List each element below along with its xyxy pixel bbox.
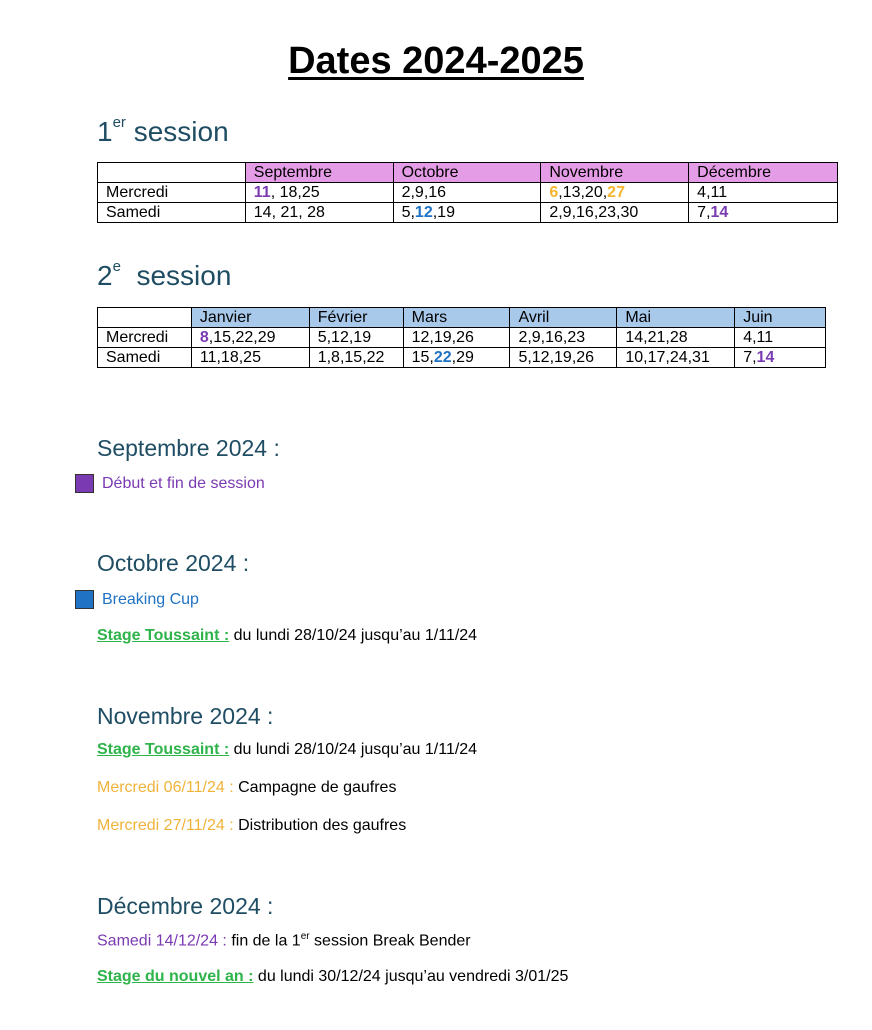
session2-heading-text: session [120,260,232,291]
dates-text: 15, [411,349,434,366]
month-header-octobre: Octobre [393,163,541,183]
month-header-mai: Mai [617,308,735,328]
stage-text: du lundi 28/10/24 jusqu’au 1/11/24 [229,741,478,758]
month-header-decembre: Décembre [689,163,838,183]
waffle-date: 27 [607,184,625,201]
legend-label: Breaking Cup [102,590,199,608]
session2-heading-sup: e [112,257,121,275]
blue-square-icon [75,590,94,609]
october-stage-line [97,627,477,645]
session1-heading-num: 1 [97,116,113,147]
stage-text: du lundi 28/10/24 jusqu’au 1/11/24 [229,627,478,644]
session1-corner-cell [98,163,246,183]
december-heading: Décembre 2024 : [97,893,274,919]
november-heading: Novembre 2024 : [97,703,274,729]
legend-breaking-cup [75,590,199,609]
dates-text: ,15,22,29 [208,329,276,346]
stage-text: du lundi 30/12/24 jusqu’au vendredi 3/01/25 [253,968,569,985]
session2-saturday-row [98,348,826,368]
stage-label: Stage Toussaint : [97,741,230,758]
month-header-juin: Juin [735,308,826,328]
cell-wed-juin: 4,11 [735,328,826,348]
cell-sat-novembre: 2,9,16,23,30 [541,203,689,223]
session1-heading [97,113,229,148]
row-label-mercredi: Mercredi [98,328,192,348]
dates-text: 5, [401,204,415,221]
cell-sat-octobre [393,203,541,223]
month-header-septembre: Septembre [245,163,393,183]
month-header-avril: Avril [510,308,617,328]
session1-heading-text: session [125,116,229,147]
row-label-samedi: Samedi [98,203,246,223]
november-event-waffle-campaign [97,779,396,797]
dates-text: , 18,25 [270,184,320,201]
session2-header-row [98,308,826,328]
session-end-date: 14 [710,204,729,221]
purple-square-icon [75,474,94,493]
session-start-date: 8 [199,329,209,346]
waffle-date: 6 [549,184,559,201]
cell-wed-novembre [541,183,689,203]
stage-label: Stage du nouvel an : [97,968,254,985]
event-text: fin de la 1 [231,932,301,950]
november-event-waffle-distribution [97,817,406,835]
month-header-mars: Mars [403,308,510,328]
cell-sat-decembre [689,203,838,223]
session2-wednesday-row [98,328,826,348]
event-date: Mercredi 27/11/24 : [97,817,239,834]
session2-table [97,307,826,368]
breaking-cup-date: 12 [414,204,433,221]
row-label-samedi: Samedi [98,348,192,368]
dates-text: ,13,20, [558,184,608,201]
event-date: Samedi 14/12/24 : [97,932,232,950]
cell-wed-mai: 14,21,28 [617,328,735,348]
cell-wed-fevrier: 5,12,19 [309,328,403,348]
cell-wed-janvier [191,328,309,348]
september-heading: Septembre 2024 : [97,435,280,461]
dates-text: ,29 [451,349,474,366]
cell-sat-mars [403,348,510,368]
page-title: Dates 2024-2025 [288,40,584,82]
october-heading: Octobre 2024 : [97,550,250,576]
breaking-cup-date: 22 [433,349,452,366]
cell-wed-avril: 2,9,16,23 [510,328,617,348]
session1-heading-sup: er [112,113,126,131]
session1-header-row [98,163,838,183]
event-text: session Break Bender [309,932,471,950]
session1-wednesday-row [98,183,838,203]
row-label-mercredi: Mercredi [98,183,246,203]
cell-wed-mars: 12,19,26 [403,328,510,348]
cell-sat-juin [735,348,826,368]
november-stage-line [97,741,477,759]
event-date: Mercredi 06/11/24 : [97,779,239,796]
session2-heading [97,257,232,292]
cell-sat-janvier: 11,18,25 [191,348,309,368]
dates-text: ,19 [432,204,455,221]
cell-wed-septembre [245,183,393,203]
dates-text: 7, [743,349,757,366]
cell-wed-decembre: 4,11 [689,183,838,203]
session1-table [97,162,838,223]
month-header-fevrier: Février [309,308,403,328]
session2-corner-cell [98,308,192,328]
month-header-novembre: Novembre [541,163,689,183]
december-stage-line [97,968,568,986]
session2-heading-num: 2 [97,260,113,291]
month-header-janvier: Janvier [191,308,309,328]
event-text-sup: er [300,931,310,942]
event-text: Distribution des gaufres [238,817,407,834]
cell-wed-octobre: 2,9,16 [393,183,541,203]
session-end-date: 14 [756,349,775,366]
legend-label: Début et fin de session [102,474,265,492]
stage-label: Stage Toussaint : [97,627,230,644]
dates-text: 7, [697,204,711,221]
cell-sat-avril: 5,12,19,26 [510,348,617,368]
december-event-session-end [97,931,471,950]
cell-sat-septembre: 14, 21, 28 [245,203,393,223]
session-start-date: 11 [253,184,271,201]
legend-session-start-end [75,474,265,493]
session1-saturday-row [98,203,838,223]
cell-sat-fevrier: 1,8,15,22 [309,348,403,368]
event-text: Campagne de gaufres [238,779,397,796]
cell-sat-mai: 10,17,24,31 [617,348,735,368]
